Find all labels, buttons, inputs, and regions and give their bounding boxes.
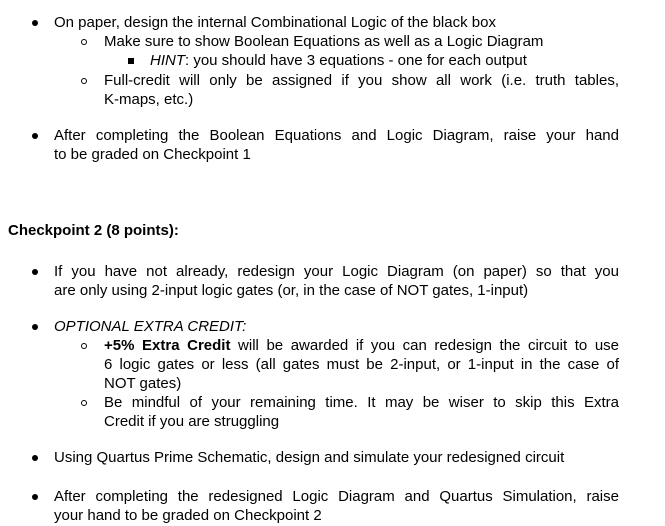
list-item-continued: to be graded on Checkpoint 1: [54, 146, 251, 163]
list-item: After completing the redesigned Logic Diagram and Quartus Simulation, raise: [54, 488, 619, 505]
extra-credit-label: +5% Extra Credit: [104, 337, 231, 354]
bullet: [32, 269, 38, 275]
list-item: On paper, design the internal Combinational Logic of the black box: [54, 14, 496, 31]
list-item-continued: 6 logic gates or less (all gates must be 2-input, or 1-input in the case of: [104, 356, 619, 373]
bullet: [32, 455, 38, 461]
list-item: Make sure to show Boolean Equations as well as a Logic Diagram: [104, 33, 544, 50]
hint-item: [150, 52, 527, 69]
hint-text: : you should have 3 equations - one for each output: [185, 52, 527, 69]
section-heading: Checkpoint 2 (8 points):: [8, 222, 179, 239]
list-item-continued: are only using 2-input logic gates (or, in the case of NOT gates, 1-input): [54, 282, 529, 299]
bullet: [32, 20, 38, 26]
list-item-continued: your hand to be graded on Checkpoint 2: [54, 507, 322, 524]
sub-bullet: [81, 78, 87, 84]
list-item-continued: Credit if you are struggling: [104, 413, 280, 430]
sub-bullet: [81, 400, 87, 406]
list-item: After completing the Boolean Equations and Logic Diagram, raise your hand: [54, 127, 619, 144]
list-item: Using Quartus Prime Schematic, design and simulate your redesigned circuit: [54, 449, 565, 466]
bullet: [32, 324, 38, 330]
optional-heading: OPTIONAL EXTRA CREDIT:: [54, 318, 247, 335]
extra-credit-text: will be awarded if you can redesign the circuit to use: [230, 337, 619, 354]
list-item-continued: K-maps, etc.): [104, 91, 194, 108]
list-item-continued: NOT gates): [104, 375, 182, 392]
list-item: [104, 337, 619, 354]
list-item: Be mindful of your remaining time. It may be wiser to skip this Extra: [104, 394, 619, 411]
hint-label: HINT: [150, 52, 185, 69]
sub-sub-bullet: [128, 58, 134, 64]
sub-bullet: [81, 39, 87, 45]
bullet: [32, 494, 38, 500]
bullet: [32, 133, 38, 139]
list-item: Full-credit will only be assigned if you show all work (i.e. truth tables,: [104, 72, 619, 89]
list-item: If you have not already, redesign your Logic Diagram (on paper) so that you: [54, 263, 619, 280]
sub-bullet: [81, 343, 87, 349]
